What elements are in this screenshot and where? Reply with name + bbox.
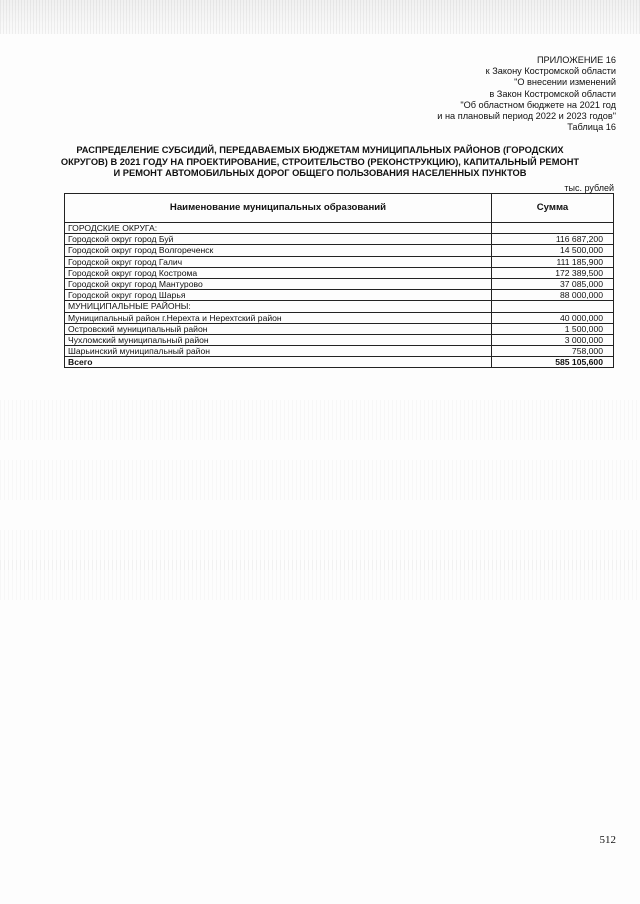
title-line: И РЕМОНТ АВТОМОБИЛЬНЫХ ДОРОГ ОБЩЕГО ПОЛЬЗОВАНИЯ НАСЕЛЕННЫХ ПУНКТОВ (113, 168, 527, 178)
subsidy-table (64, 193, 614, 368)
row-sum (492, 223, 614, 234)
row-sum: 40 000,000 (492, 312, 614, 323)
row-name: ГОРОДСКИЕ ОКРУГА: (65, 223, 492, 234)
table-row (65, 312, 614, 323)
row-sum: 14 500,000 (492, 245, 614, 256)
row-sum: 37 085,000 (492, 278, 614, 289)
row-name: Городской округ город Галич (65, 256, 492, 267)
page-number: 512 (599, 834, 616, 846)
row-sum: 758,000 (492, 346, 614, 357)
row-sum: 172 389,500 (492, 267, 614, 278)
table-total-row (65, 357, 614, 368)
row-name: МУНИЦИПАЛЬНЫЕ РАЙОНЫ: (65, 301, 492, 312)
row-sum: 3 000,000 (492, 334, 614, 345)
table-row (65, 267, 614, 278)
table-row (65, 245, 614, 256)
row-name: Городской округ город Волгореченск (65, 245, 492, 256)
header-line: Таблица 16 (567, 122, 616, 133)
table-row (65, 290, 614, 301)
title-line: ОКРУГОВ) В 2021 ГОДУ НА ПРОЕКТИРОВАНИЕ, СТРОИТЕЛЬСТВО (РЕКОНСТРУКЦИЮ), КАПИТАЛЬНЫЙ РЕМОНТ (60, 156, 580, 167)
row-name: Городской округ город Шарья (65, 290, 492, 301)
row-sum: 116 687,200 (492, 234, 614, 245)
scan-noise (0, 460, 640, 500)
table-row (65, 278, 614, 289)
row-name: Городской округ город Кострома (65, 267, 492, 278)
scan-noise (0, 400, 640, 440)
row-name: Шарьинский муниципальный район (65, 346, 492, 357)
header-line: в Закон Костромской области (489, 88, 616, 99)
column-header-sum: Сумма (492, 194, 614, 223)
header-line: и на плановый период 2022 и 2023 годов" (437, 111, 616, 122)
table-row (65, 334, 614, 345)
header-line: "Об областном бюджете на 2021 год (460, 99, 616, 110)
table-row (65, 346, 614, 357)
table-header-row (65, 194, 614, 223)
header-line: к Закону Костромской области (485, 66, 616, 77)
table-row (65, 256, 614, 267)
total-label: Всего (65, 357, 492, 368)
row-name: Городской округ город Буй (65, 234, 492, 245)
row-name: Городской округ город Мантурово (65, 278, 492, 289)
row-name: Островский муниципальный район (65, 323, 492, 334)
total-sum: 585 105,600 (492, 357, 614, 368)
table-row (65, 234, 614, 245)
scan-noise (0, 560, 640, 600)
row-sum (492, 301, 614, 312)
header-line: ПРИЛОЖЕНИЕ 16 (536, 55, 616, 65)
column-header-name: Наименование муниципальных образований (65, 194, 492, 223)
row-name: Чухломский муниципальный район (65, 334, 492, 345)
table-row (65, 301, 614, 312)
table-row (65, 223, 614, 234)
row-sum: 111 185,900 (492, 256, 614, 267)
document-title (60, 145, 580, 180)
scan-noise (0, 0, 640, 34)
header-line: "О внесении изменений (514, 77, 616, 88)
appendix-header (437, 55, 616, 133)
table-row (65, 323, 614, 334)
title-line: РАСПРЕДЕЛЕНИЕ СУБСИДИЙ, ПЕРЕДАВАЕМЫХ БЮДЖЕТАМ МУНИЦИПАЛЬНЫХ РАЙОНОВ (ГОРОДСКИХ (76, 145, 564, 155)
row-name: Муниципальный район г.Нерехта и Нерехтский район (65, 312, 492, 323)
row-sum: 88 000,000 (492, 290, 614, 301)
row-sum: 1 500,000 (492, 323, 614, 334)
unit-label: тыс. рублей (564, 183, 614, 193)
